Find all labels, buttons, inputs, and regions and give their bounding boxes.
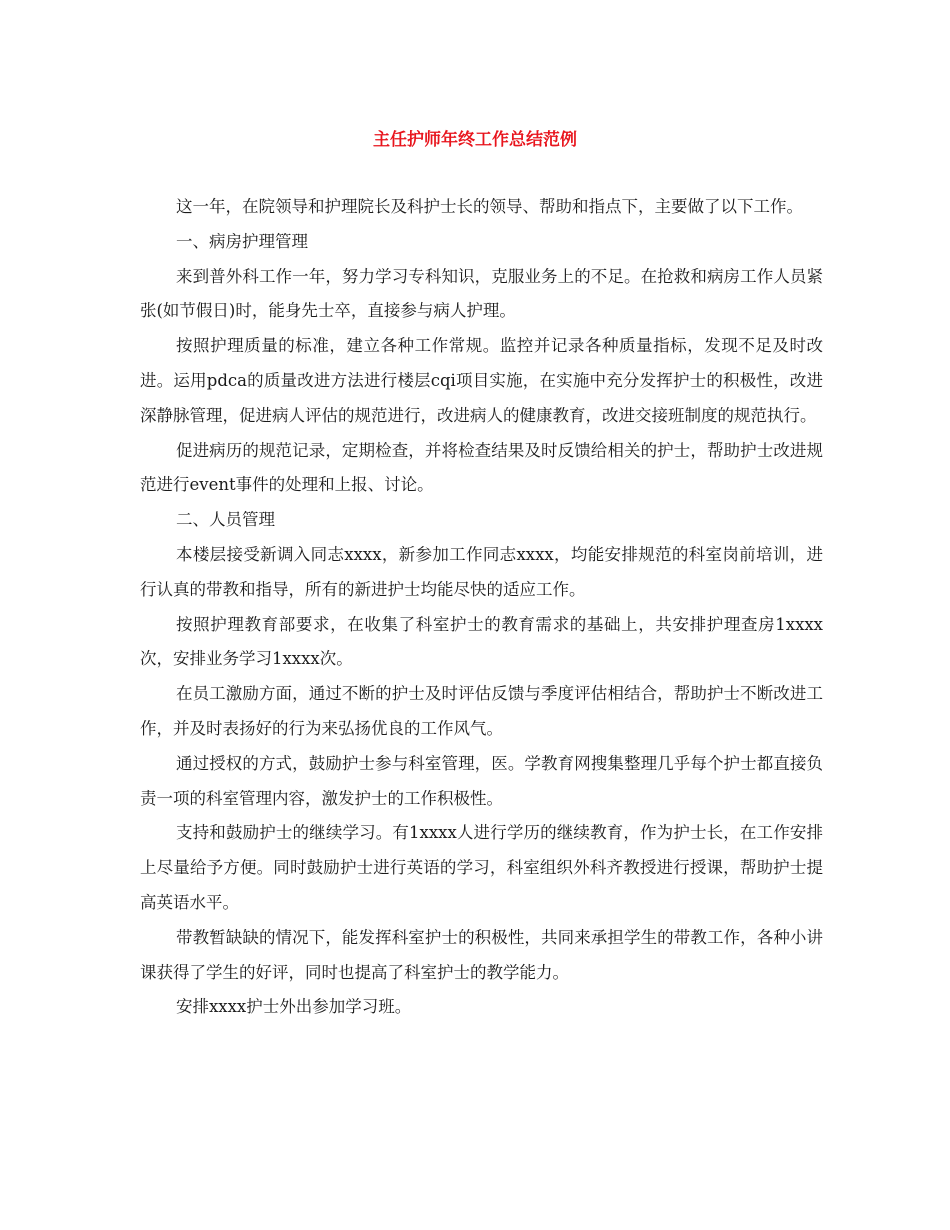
paragraph: 在员工激励方面，通过不断的护士及时评估反馈与季度评估相结合，帮助护士不断改进工作，并及时表扬好的行为来弘扬优良的工作风气。 — [140, 684, 823, 738]
section-heading-ward-management: 一、病房护理管理 — [176, 231, 308, 251]
document-body — [140, 190, 823, 1025]
paragraph-intro: 这一年，在院领导和护理院长及科护士长的领导、帮助和指点下，主要做了以下工作。 — [176, 197, 803, 216]
document-title: 主任护师年终工作总结范例 — [373, 130, 577, 150]
paragraph: 来到普外科工作一年，努力学习专科知识，克服业务上的不足。在抢救和病房工作人员紧张(如节假日)时，能身先士卒，直接参与病人护理。 — [140, 266, 823, 321]
paragraph: 按照护理质量的标准，建立各种工作常规。监控并记录各种质量指标，发现不足及时改进。运用pdca的质量改进方法进行楼层cqi项目实施，在实施中充分发挥护士的积极性，改进深静脉管理，促进病人评估的规范进行，改进病人的健康教育，改进交接班制度的规范执行。 — [140, 336, 823, 425]
paragraph: 本楼层接受新调入同志xxxx，新参加工作同志xxxx，均能安排规范的科室岗前培训，进行认真的带教和指导，所有的新进护士均能尽快的适应工作。 — [140, 544, 823, 599]
paragraph: 安排xxxx护士外出参加学习班。 — [176, 997, 412, 1017]
section-heading-personnel-management: 二、人员管理 — [176, 510, 275, 530]
paragraph: 带教暂缺缺的情况下，能发挥科室护士的积极性，共同来承担学生的带教工作，各种小讲课获得了学生的好评，同时也提高了科室护士的教学能力。 — [140, 927, 823, 982]
paragraph: 支持和鼓励护士的继续学习。有1xxxx人进行学历的继续教育，作为护士长，在工作安排上尽量给予方便。同时鼓励护士进行英语的学习，科室组织外科齐教授进行授课，帮助护士提高英语水平。 — [140, 823, 823, 912]
paragraph: 按照护理教育部要求，在收集了科室护士的教育需求的基础上，共安排护理查房1xxxx次，安排业务学习1xxxx次。 — [140, 614, 823, 669]
paragraph: 通过授权的方式，鼓励护士参与科室管理，医。学教育网搜集整理几乎每个护士都直接负责一项的科室管理内容，激发护士的工作积极性。 — [140, 753, 823, 808]
paragraph: 促进病历的规范记录，定期检查，并将检查结果及时反馈给相关的护士，帮助护士改进规范进行event事件的处理和上报、讨论。 — [140, 440, 823, 495]
